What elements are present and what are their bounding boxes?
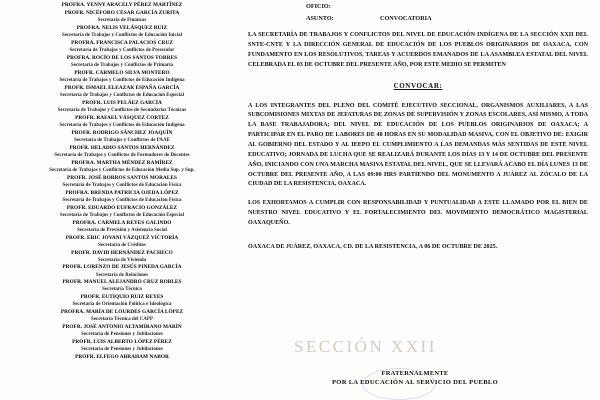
signatory-name: PROFR. RAFAEL VÁSQUEZ CORTEZ (75, 114, 169, 121)
signatory-role: Secretaría de Orientación Política e Ideológica (72, 302, 172, 308)
paragraph-closing: LOS EXHORTAMOS A CUMPLIR CON RESPONSABILIDAD Y PUNTUALIDAD A ESTE LLAMADO POR EL BIEN DE NUESTRO NIVEL EDUCATIVO Y EL FORTALECIMIENTO DEL MOVIMIENTO DEMOCRÁTICO MAGISTERIAL OAXAQUEÑO. (248, 200, 588, 226)
signatory-name: PROFR. RODRIGO SÁNCHEZ JOAQUÍN (71, 129, 173, 136)
header-line-oficio (306, 2, 588, 12)
signatory-list (4, 2, 242, 400)
signatory-entry (6, 138, 238, 152)
signatory-role: Secretaría de Vivienda (97, 257, 147, 263)
signatory-role: Secretaría de Trabajos y Conflictos de Formadores de Docentes (54, 152, 190, 158)
fraternal-signoff (242, 369, 588, 389)
paragraph-main: A LOS INTEGRANTES DEL PLENO DEL COMITÉ EJECUTIVO SECCIONAL, ORGANISMOS AUXILIARES, A LAS SUBCOMISIONES MIXTAS DE JEFATURAS DE ZONAS DE SUPERVISIÓN Y ZONAS ESCOLARES, ASÍ MISMO, A TODA LA BASE TRABAJADORA; DEL NIVEL DE EDUCACIÓN DE LOS PUEBLOS ORIGINARIOS DE OAXACA; A PARTICIPAR EN EL PARO DE LABORES DE 48 HORAS EN SU MODALIDAD MASIVA, CON EL OBJETIVO DE: EXIGIR AL GOBIERNO DEL ESTADO Y AL IEEPO EL CUMPLIMIENTO A LAS DEMANDAS MÁS SENTIDAS DE ESTE NIVEL EDUCATIVO; JORNADA DE LUCHA QUE SE REALIZARÁ DURANTE LOS DÍAS 13 Y 14 DE OCTUBRE DEL PRESENTE AÑO, INICIANDO CON UNA MARCHA MASIVA ESTATAL DEL NIVEL, QUE SE LLEVARÁ ACABO EL DÍA LUNES 13 DE OCTUBRE DEL PRESENTE AÑO, A LAS 09:00 HRS PARTIENDO DEL MONUMENTO A JUÁREZ AL ZÓCALO DE LA CIUDAD DE LA RESISTENCIA, OAXACA. (248, 102, 588, 188)
signatory-entry (6, 2, 238, 10)
signatory-name: PROFR. LUIS ALBERTO LÓPEZ PÉREZ (72, 339, 172, 346)
signatory-entry (6, 243, 238, 257)
signatory-entry (6, 213, 238, 227)
signatory-entry (6, 347, 238, 361)
signatory-entry (6, 332, 238, 346)
signatory-entry (6, 78, 238, 92)
signatory-name: PROFR. ERIC JOVANI VÁZQUEZ VICTORIA (65, 234, 179, 241)
signatory-role: Secretaría de Trabajos y Conflictos de Secundarias Técnicas (57, 107, 187, 113)
signatory-role: Secretaría de Trabajos y Conflictos de Preescolar (69, 47, 175, 53)
signatory-role: Secretaría de Trabajos y Conflictos de Educación Física (62, 197, 182, 203)
signatory-role: Secretaría de Trabajos y Conflictos de Educación Media Sup. y Sup. (49, 167, 195, 173)
closing-date: OAXACA DE JUÁREZ, OAXACA, CD. DE LA RESISTENCIA, A 06 DE OCTUBRE DE 2025. (248, 243, 498, 250)
signatory-name: PROFR. DAVID HERNÁNDEZ PACHECO (71, 249, 173, 256)
signatory-entry (6, 168, 238, 182)
signatory-entry (6, 63, 238, 77)
signatory-name: PROFR. MANUEL ALEJANDRO CRUZ ROBLES (62, 279, 182, 286)
signatory-role: Secretaría Técnica (102, 287, 142, 293)
signatory-entry (6, 48, 238, 62)
header-line-asunto (306, 14, 588, 24)
paragraph-intro: LA SECRETARÍA DE TRABAJOS Y CONFLICTOS DEL NIVEL DE EDUCACIÓN INDÍGENA DE LA SECCIÓN XXII DEL SNTE-CNTE Y LA DIRECCIÓN GENERAL DE EDUCACIÓN DE LOS PUEBLOS ORIGINARIOS DE OAXACA, CON FUNDAMENTO EN LOS RESOLUTIVOS, TAREAS Y ACUERDOS EMANADOS DE LA ASAMBLEA ESTATAL DEL NIVEL CELEBRADA EL 03 DE OCTUBRE DEL PRESENTE AÑO, POR ESTE MEDIO SE PERMITEN (248, 32, 588, 68)
signatory-name: PROFR. EDUARDO EUFRACIO GONZÁLEZ (66, 204, 178, 211)
signatory-name: PROFR. NICÉFORO CÉSAR GARCÍA ZURITA (64, 10, 180, 17)
letter-body (242, 2, 596, 400)
signatory-role: Secretaría de Trabajos y Conflictos de Educación Física (62, 182, 182, 188)
signatory-name: PROFR. ELFEGO ABRAHAM NABOR (75, 354, 169, 361)
signatory-entry (6, 18, 238, 32)
seccion-watermark: SECCIÓN XXII (294, 336, 437, 356)
signatory-role: Secretaría de Trabajos y Conflictos de Educación Indígena (59, 77, 185, 83)
signatory-role: Secretaría de Trabajos y Conflictos de Educación Indígena (59, 122, 185, 128)
signatory-entry (6, 108, 238, 122)
fraternal-line-1: FRATERNALMENTE (381, 369, 449, 377)
signatory-entry (6, 183, 238, 197)
signatory-entry (6, 228, 238, 242)
signatory-role: Secretaría de Trabajos y Conflictos de Educación Inicial (61, 33, 183, 38)
signatory-role: Secretaría de Pensiones y Jubilaciones (81, 332, 163, 338)
signatory-entry (6, 302, 238, 316)
signatory-name: PROFR. HELADIO SANTOS HERNÁNDEZ (69, 144, 175, 151)
signatory-name: PROFRA. MARÍA DE LOURDES GARCÍA LÓPEZ (60, 309, 184, 316)
signatory-name: PROFR. JOSÉ BORROS SANTOS MORALES (66, 174, 177, 181)
signatory-entry (6, 258, 238, 272)
signatory-role: Secretaría de Finanzas (97, 18, 147, 24)
signatory-name: PROFRA. CARMELA REYES GALINDO (72, 219, 172, 226)
signatory-name: PROFRA. FRANCISCA PALACIOS CRUZ (71, 39, 173, 46)
signatory-name: PROFR. LUIS PELÁEZ GARCÍA (82, 99, 162, 106)
signatory-entry (6, 198, 238, 212)
asunto-value: CONVOCATORIA (380, 14, 432, 22)
document-header (306, 2, 588, 23)
signatory-role: Secretaría de Trabajos y Conflictos de Educación Especial (59, 92, 185, 98)
signatory-name: PROFR. CARMELO SILVA MONTERO (74, 69, 170, 76)
signatory-name: PROFR. ISMAEL ELEAZAR ESPAÑA GARCÍA (64, 84, 180, 91)
signatory-entry (6, 273, 238, 287)
signatory-role: Secretaría de Créditos (98, 242, 146, 248)
asunto-label: ASUNTO: (306, 14, 334, 22)
signatory-name: PROFRA. ROCÍO DE LOS SANTOS TORRES (66, 54, 178, 61)
fraternal-line-2: POR LA EDUCACIÓN AL SERVICIO DEL PUEBLO (331, 379, 499, 387)
signatory-role: Secretaría de Pensiones y Jubilaciones (81, 347, 163, 353)
signatory-entry (6, 123, 238, 137)
signatory-role: Secretaría de Relaciones (95, 272, 149, 278)
oficio-label: OFICIO: (306, 3, 331, 10)
signatory-entry (6, 33, 238, 47)
signatory-role: Secretaría de Trabajos y Conflictos de Educación Especial (59, 212, 185, 218)
signatory-role: Secretaría Técnica del CAPP (91, 317, 153, 323)
signatory-entry (6, 287, 238, 301)
signatory-entry (6, 93, 238, 107)
signatory-role: Secretaría de Trabajos y Conflictos de Primaria (70, 62, 174, 68)
signatory-role: Secretaría de Trabajos y Conflictos de PAAE (74, 137, 170, 143)
signatory-name: PROFR. LORENZO DE JESÚS PINEDA GARCÍA (62, 264, 182, 271)
signatory-name: PROFR. EUTIQUIO RUIZ REYES (80, 294, 164, 301)
signatory-name: PROFRA. NELIS VELÁSQUEZ RUIZ (76, 24, 168, 31)
signatory-role: Secretaría de Previsión y Asistencia Social (77, 227, 167, 233)
signatory-entry (6, 153, 238, 167)
signatory-name: PROFRA. YENNY ARACELY PÉREZ MARTÍNEZ (61, 2, 183, 8)
convocar-heading: CONVOCAR: (393, 81, 443, 90)
signatory-name: PROFR. JOSÉ ANTONIO ALTAMIRANO MARÍN (62, 324, 182, 331)
signatory-name: PROFRA. BRENDA PATRICIA OJEDA LÓPEZ (65, 189, 179, 196)
signatory-name: PROFRA. MARTHA MÉNDEZ RAMÍREZ (71, 159, 173, 166)
signatory-entry (6, 317, 238, 331)
signatory-entry (6, 10, 238, 18)
